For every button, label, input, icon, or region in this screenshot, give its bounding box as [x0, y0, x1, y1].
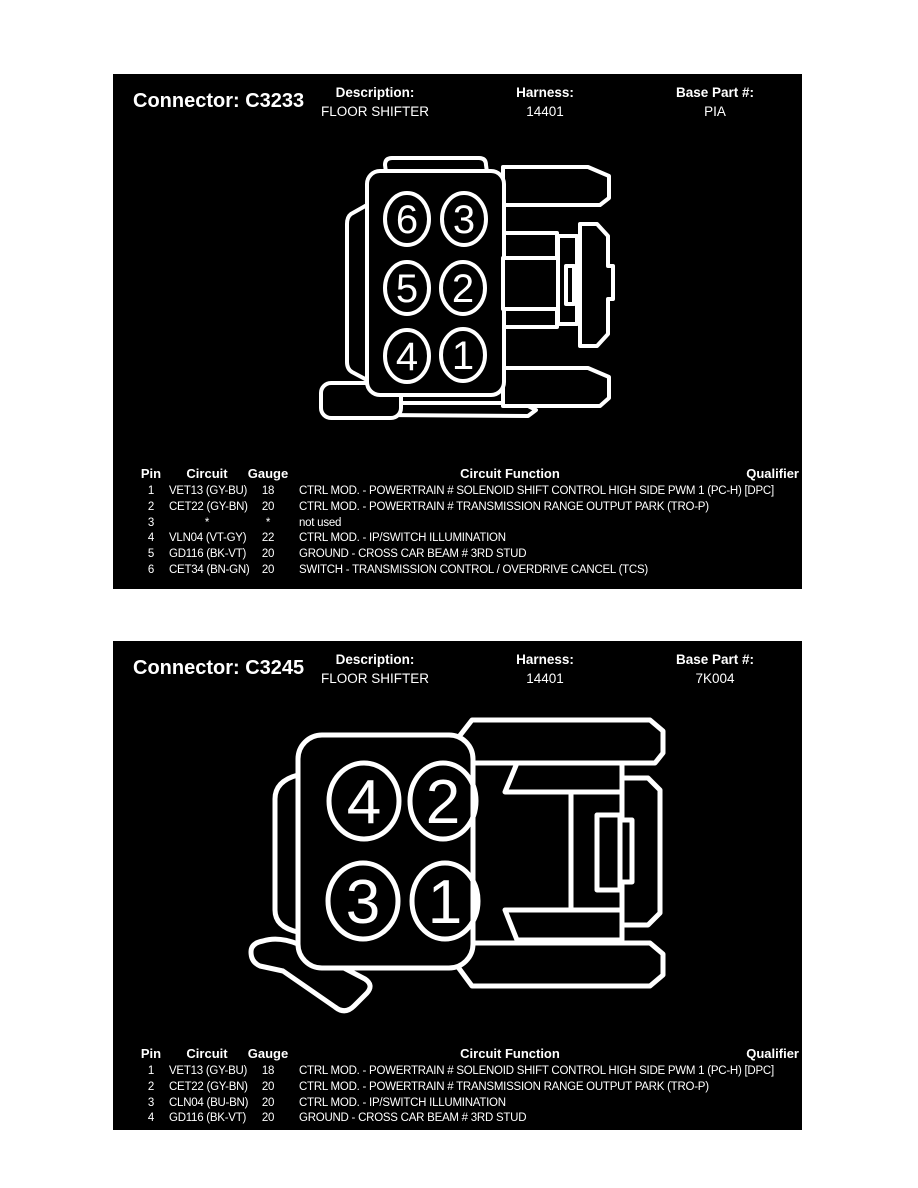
connector-title: Connector: C3233 [133, 90, 305, 112]
table-row [133, 532, 799, 548]
pin-number: 5 [395, 267, 419, 311]
circuit-cell: CLN04 (BU-BN) [169, 1096, 249, 1109]
pin-cell: 2 [147, 1080, 155, 1093]
qualifier-cell [729, 1097, 799, 1113]
gauge-cell: 20 [261, 1096, 275, 1109]
header-gauge: Gauge [247, 466, 289, 481]
function-cell: SWITCH - TRANSMISSION CONTROL / OVERDRIVE CANCEL (TCS) [299, 563, 648, 576]
circuit-cell: VET13 (GY-BU) [169, 1065, 248, 1077]
function-cell: GROUND - CROSS CAR BEAM # 3RD STUD [299, 1112, 527, 1125]
pinout-table-header [133, 466, 799, 485]
latch-bottom-bar [505, 910, 622, 940]
connector-bottom-prong [503, 368, 609, 406]
gauge-cell: * [265, 516, 271, 529]
pin-cell: 1 [147, 1065, 155, 1077]
table-row [133, 1065, 799, 1081]
header-pin: Pin [140, 1046, 162, 1061]
circuit-cell: CET22 (GY-BN) [169, 500, 248, 513]
gauge-cell: 20 [261, 500, 275, 513]
qualifier-cell [729, 517, 799, 533]
connector-diagram-6pin [113, 74, 802, 466]
connector-title: Connector: C3245 [133, 657, 305, 679]
function-cell: CTRL MOD. - IP/SWITCH ILLUMINATION [299, 532, 506, 545]
qualifier-cell [729, 564, 799, 580]
function-cell: CTRL MOD. - IP/SWITCH ILLUMINATION [299, 1096, 506, 1109]
circuit-cell: * [204, 516, 210, 529]
connector-panel-c3233 [113, 74, 802, 589]
table-row [133, 501, 799, 517]
header-circuit: Circuit [186, 466, 228, 481]
pin-number: 3 [345, 868, 381, 937]
pin-cell: 6 [147, 563, 155, 576]
table-row [133, 1097, 799, 1113]
harness-label: Harness: [516, 85, 574, 100]
pin-number: 2 [451, 267, 475, 311]
latch-ledge-top [504, 233, 557, 258]
table-row [133, 485, 799, 501]
description-label: Description: [335, 652, 415, 667]
harness-value: 14401 [526, 671, 564, 686]
connector-top-prong [503, 167, 609, 205]
base-part-value: PIA [704, 104, 726, 119]
base-part-label: Base Part #: [675, 652, 755, 667]
description-value: FLOOR SHIFTER [320, 104, 430, 119]
gauge-cell: 18 [261, 485, 275, 497]
header-qualifier: Qualifier [746, 1046, 799, 1061]
pin-cell: 5 [147, 548, 155, 561]
header-circuit-function: Circuit Function [460, 1046, 560, 1061]
header-pin: Pin [140, 466, 162, 481]
pin-cell: 2 [147, 500, 155, 513]
function-cell: CTRL MOD. - POWERTRAIN # SOLENOID SHIFT CONTROL HIGH SIDE PWM 1 (PC-H) [DPC] [299, 485, 774, 497]
harness-value: 14401 [526, 104, 564, 119]
gauge-cell: 18 [261, 1065, 275, 1077]
pin-number: 4 [395, 335, 419, 379]
base-part-label: Base Part #: [675, 85, 755, 100]
pin-cell: 3 [147, 1096, 155, 1109]
connector-panel-c3245 [113, 641, 802, 1130]
function-cell: GROUND - CROSS CAR BEAM # 3RD STUD [299, 548, 527, 561]
header-qualifier: Qualifier [746, 466, 799, 481]
pin-number: 1 [427, 868, 463, 937]
latch-inner-block [597, 815, 620, 890]
latch-center-block [503, 258, 558, 309]
table-row [133, 1081, 799, 1097]
qualifier-cell [774, 1065, 844, 1081]
qualifier-cell [729, 1112, 799, 1128]
function-cell: CTRL MOD. - POWERTRAIN # TRANSMISSION RANGE OUTPUT PARK (TRO-P) [299, 1080, 709, 1093]
circuit-cell: VLN04 (VT-GY) [169, 532, 247, 545]
header-gauge: Gauge [247, 1046, 289, 1061]
pin-number: 2 [425, 768, 461, 837]
gauge-cell: 20 [261, 1112, 275, 1125]
pin-cell: 4 [147, 532, 155, 545]
pinout-table [133, 466, 799, 580]
pinout-table-header [133, 1046, 799, 1065]
latch-inner-bar [620, 820, 632, 882]
qualifier-cell [729, 532, 799, 548]
table-row [133, 548, 799, 564]
qualifier-cell [729, 548, 799, 564]
function-cell: CTRL MOD. - POWERTRAIN # SOLENOID SHIFT CONTROL HIGH SIDE PWM 1 (PC-H) [DPC] [299, 1065, 774, 1077]
latch-top-bar [505, 763, 622, 792]
circuit-cell: VET13 (GY-BU) [169, 485, 248, 497]
header-circuit-function: Circuit Function [460, 466, 560, 481]
pin-number: 4 [346, 768, 382, 837]
base-part-value: 7K004 [695, 671, 735, 686]
harness-label: Harness: [516, 652, 574, 667]
header-circuit: Circuit [186, 1046, 228, 1061]
connector-bottom-prong [458, 943, 663, 986]
gauge-cell: 22 [261, 532, 275, 545]
gauge-cell: 20 [261, 1080, 275, 1093]
description-label: Description: [335, 85, 415, 100]
pinout-table [133, 1046, 799, 1128]
pin-number: 3 [452, 198, 476, 242]
pin-cell: 4 [147, 1112, 155, 1125]
table-row [133, 1112, 799, 1128]
qualifier-cell [774, 485, 844, 501]
circuit-cell: CET34 (BN-GN) [169, 563, 250, 576]
connector-diagram-4pin [113, 641, 802, 1046]
circuit-cell: CET22 (GY-BN) [169, 1080, 248, 1093]
function-cell: CTRL MOD. - POWERTRAIN # TRANSMISSION RANGE OUTPUT PARK (TRO-P) [299, 500, 709, 513]
connector-left-bump [347, 205, 367, 380]
gauge-cell: 20 [261, 563, 275, 576]
connector-left-bump [275, 775, 298, 932]
qualifier-cell [729, 501, 799, 517]
description-value: FLOOR SHIFTER [320, 671, 430, 686]
pin-cell: 3 [147, 516, 155, 529]
circuit-cell: GD116 (BK-VT) [169, 548, 247, 561]
pin-number: 1 [451, 334, 475, 378]
qualifier-cell [729, 1081, 799, 1097]
circuit-cell: GD116 (BK-VT) [169, 1112, 247, 1125]
table-row [133, 564, 799, 580]
table-row [133, 517, 799, 533]
pin-number: 6 [395, 198, 419, 242]
latch-outer-cap [580, 224, 613, 346]
function-cell: not used [299, 516, 342, 529]
gauge-cell: 20 [261, 548, 275, 561]
connector-top-prong [458, 720, 663, 763]
pin-cell: 1 [147, 485, 155, 497]
